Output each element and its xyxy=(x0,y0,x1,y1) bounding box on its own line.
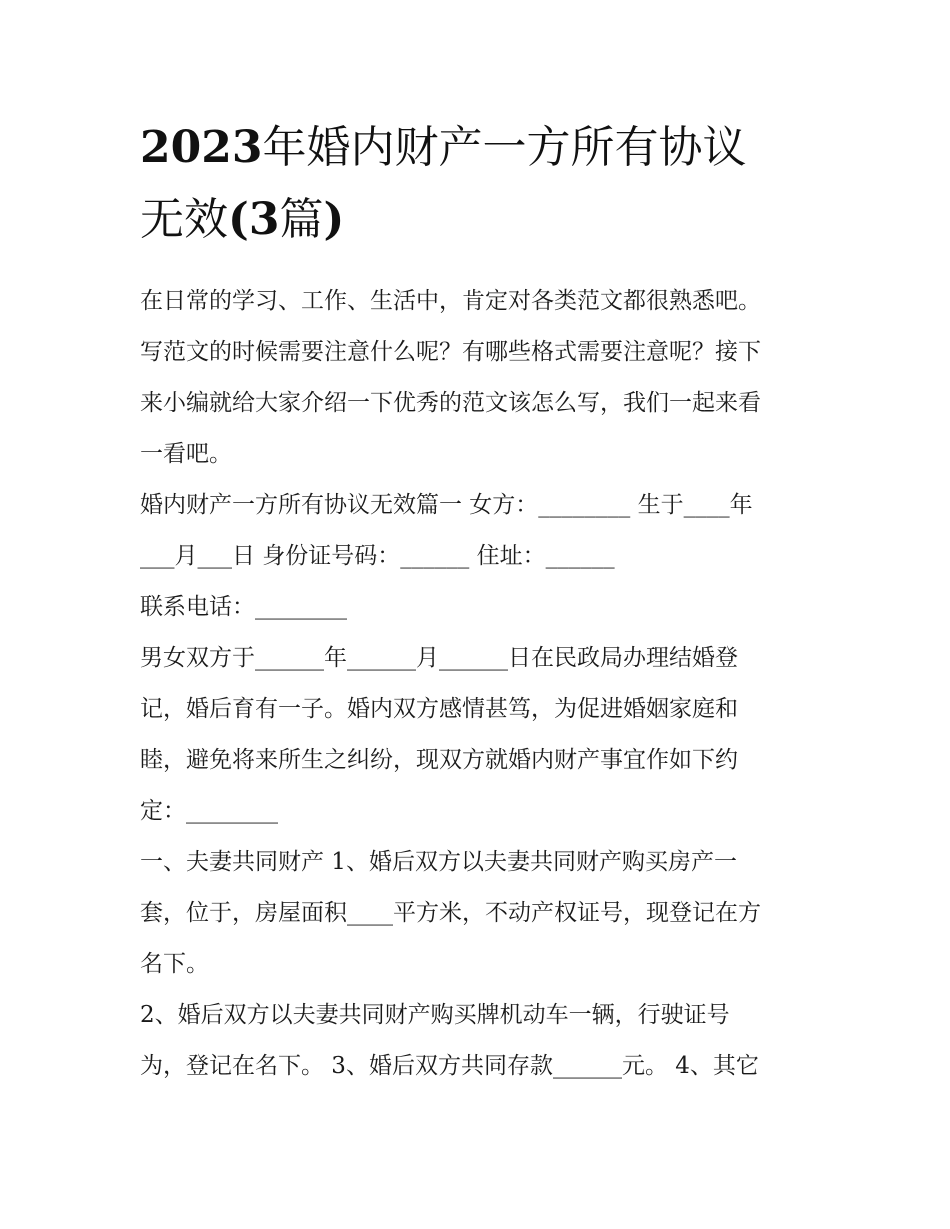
title-year: 2023 xyxy=(140,122,263,173)
document-title xyxy=(140,112,830,256)
body-line: 写范文的时候需要注意什么呢？有哪些格式需要注意呢？接下 xyxy=(140,339,761,365)
title-line-1 xyxy=(140,122,746,173)
title-line-1-text: 年婚内财产一方所有协议 xyxy=(262,122,747,173)
body-line: 男女双方于______年______月______日在民政局办理结婚登 xyxy=(140,645,738,671)
body-line: 一、夫妻共同财产 1、婚后双方以夫妻共同财产购买房产一 xyxy=(140,849,737,875)
body-line: 定：________ xyxy=(140,798,278,824)
body-line: ___月___日 身份证号码：______ 住址：______ xyxy=(140,543,615,569)
body-line: 一看吧。 xyxy=(140,441,232,467)
body-line: 名下。 xyxy=(140,951,209,977)
body-line: 来小编就给大家介绍一下优秀的范文该怎么写，我们一起来看 xyxy=(140,390,761,416)
title-count: (3 xyxy=(228,194,280,245)
body-line: 婚内财产一方所有协议无效篇一 女方：________ 生于____年 xyxy=(140,492,753,518)
body-line: 联系电话：________ xyxy=(140,594,347,620)
title-line-2-text-b: 篇 xyxy=(279,194,324,245)
body-line: 记，婚后育有一子。婚内双方感情甚笃，为促进婚姻家庭和 xyxy=(140,696,738,722)
document-body xyxy=(140,276,815,1092)
body-line: 2、婚后双方以夫妻共同财产购买牌机动车一辆，行驶证号 xyxy=(140,1002,730,1028)
body-line: 为，登记在名下。 3、婚后双方共同存款______元。 4、其它 xyxy=(140,1053,759,1079)
body-line: 在日常的学习、工作、生活中，肯定对各类范文都很熟悉吧。 xyxy=(140,288,761,314)
title-close-paren: ) xyxy=(323,194,345,245)
body-line: 睦，避免将来所生之纠纷，现双方就婚内财产事宜作如下约 xyxy=(140,747,738,773)
title-line-2-text-a: 无效 xyxy=(140,194,228,245)
body-line: 套，位于，房屋面积____平方米，不动产权证号，现登记在方 xyxy=(140,900,761,926)
title-line-2 xyxy=(140,194,344,245)
